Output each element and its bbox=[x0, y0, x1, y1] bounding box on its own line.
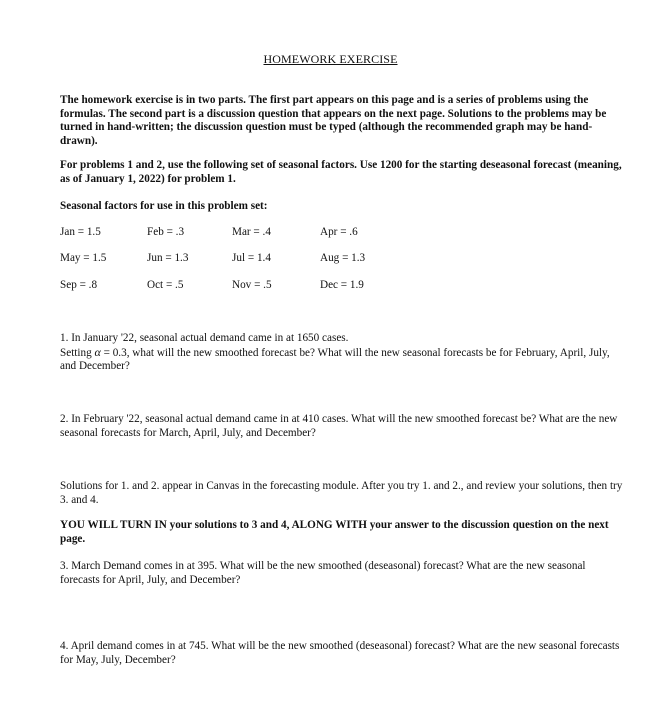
page-title: HOMEWORK EXERCISE bbox=[263, 52, 398, 66]
turn-in-instructions: YOU WILL TURN IN your solutions to 3 and 4, ALONG WITH your answer to the discussion question on the next page. bbox=[60, 519, 609, 545]
question-4: 4. April demand comes in at 745. What will be the new smoothed (deseasonal) forecast? What are the new seasonal forecasts for May, July, December? bbox=[60, 640, 620, 666]
factor-cell: Oct = .5 bbox=[147, 279, 184, 291]
question-1 bbox=[60, 332, 625, 374]
factor-cell: Apr = .6 bbox=[320, 226, 358, 238]
factor-cell: Sep = .8 bbox=[60, 279, 98, 291]
factors-heading: Seasonal factors for use in this problem set: bbox=[60, 200, 268, 212]
factor-cell: Jul = 1.4 bbox=[232, 252, 271, 264]
problems-intro: For problems 1 and 2, use the following set of seasonal factors. Use 1200 for the starting deseasonal forecast (meaning, as of January 1, 2022) for problem 1. bbox=[60, 159, 622, 185]
factor-cell: Jan = 1.5 bbox=[60, 226, 101, 238]
factors-row bbox=[60, 279, 460, 293]
question-2: 2. In February '22, seasonal actual demand came in at 410 cases. What will the new smoothed forecast be? What are the new seasonal forecasts for March, April, July, and December? bbox=[60, 413, 618, 439]
alpha-symbol: α bbox=[94, 344, 101, 359]
question-1-body bbox=[60, 346, 625, 374]
factors-row bbox=[60, 226, 460, 240]
factor-cell: Feb = .3 bbox=[147, 226, 185, 238]
factors-row bbox=[60, 252, 460, 266]
factor-cell: Dec = 1.9 bbox=[320, 279, 364, 291]
setting-rest: = 0.3, what will the new smoothed forecast be? What will the new seasonal forecasts be for February, April, July, and December? bbox=[60, 346, 610, 373]
solutions-note: Solutions for 1. and 2. appear in Canvas in the forecasting module. After you try 1. and 2., and review your solutions, then try 3. and 4. bbox=[60, 480, 623, 506]
factor-cell: Jun = 1.3 bbox=[147, 252, 189, 264]
intro-paragraph: The homework exercise is in two parts. The first part appears on this page and is a series of problems using the formulas. The second part is a discussion question that appears on the next page. Solutions to the problems may be turned in hand-written; the discussion question must be typed (although the recommended graph may be hand-drawn). bbox=[60, 94, 607, 147]
factor-cell: Nov = .5 bbox=[232, 279, 272, 291]
setting-prefix: Setting bbox=[60, 346, 95, 359]
factor-cell: Aug = 1.3 bbox=[320, 252, 366, 264]
factor-cell: May = 1.5 bbox=[60, 252, 107, 264]
factor-cell: Mar = .4 bbox=[232, 226, 271, 238]
question-1-line1: 1. In January '22, seasonal actual demand came in at 1650 cases. bbox=[60, 332, 349, 344]
question-3: 3. March Demand comes in at 395. What will be the new smoothed (deseasonal) forecast? What are the new seasonal forecasts for April, July, and December? bbox=[60, 560, 586, 586]
